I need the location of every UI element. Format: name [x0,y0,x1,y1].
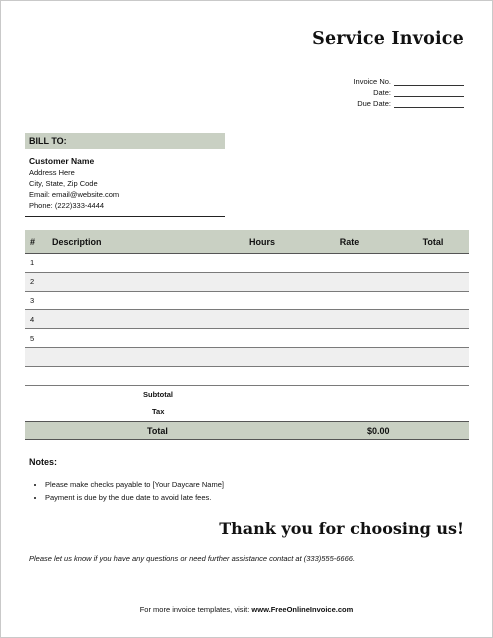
note-item: • Please make checks payable to [Your Daycare Name] [45,479,224,492]
total-cell [397,329,469,348]
col-header-rate: Rate [302,230,397,254]
row-number: 5 [25,329,52,348]
col-header-total: Total [397,230,469,254]
table-row [25,329,469,348]
description-cell[interactable] [52,347,222,366]
table-row [25,272,469,291]
notes-title: Notes: [29,457,58,467]
total-cell [397,310,469,329]
customer-phone: Phone: (222)333-4444 [29,201,105,210]
tax-label: Tax [152,407,165,416]
hours-cell[interactable] [222,291,302,310]
table-row [25,310,469,329]
total-value: $0.00 [367,426,390,436]
hours-cell[interactable] [222,310,302,329]
rate-cell[interactable] [302,310,397,329]
notes-list [31,479,224,504]
total-cell [397,347,469,366]
hours-cell[interactable] [222,254,302,273]
contact-note: Please let us know if you have any questions or need further assistance contact at (333)555-6666. [29,554,356,563]
description-cell[interactable] [52,310,222,329]
rate-cell[interactable] [302,272,397,291]
table-row [25,254,469,273]
due-date-row [357,97,464,108]
hours-cell[interactable] [222,366,302,385]
line-items-table [25,230,469,386]
table-header-row [25,230,469,254]
row-number: 3 [25,291,52,310]
table-row [25,366,469,385]
invoice-number-row [353,75,464,86]
row-number: 2 [25,272,52,291]
footer-prefix: For more invoice templates, visit: [139,605,252,614]
row-number: 4 [25,310,52,329]
description-cell[interactable] [52,366,222,385]
due-date-field[interactable] [394,99,464,108]
note-item: • Payment is due by the due date to avoid late fees. [45,492,224,505]
invoice-number-label: Invoice No. [353,77,391,86]
invoice-title: Service Invoice [312,29,464,49]
footer [1,605,492,614]
customer-email: Email: email@website.com [29,190,120,199]
total-cell [397,366,469,385]
description-cell[interactable] [52,291,222,310]
thank-you-message: Thank you for choosing us! [219,519,464,538]
footer-website-link[interactable]: www.FreeOnlineInvoice.com [251,605,354,614]
table-row [25,291,469,310]
rate-cell[interactable] [302,347,397,366]
row-number [25,347,52,366]
rate-cell[interactable] [302,254,397,273]
bill-to-divider [25,216,225,217]
rate-cell[interactable] [302,291,397,310]
total-cell [397,254,469,273]
description-cell[interactable] [52,254,222,273]
date-row [373,86,464,97]
subtotal-label: Subtotal [143,390,173,399]
customer-name: Customer Name [29,156,95,166]
due-date-label: Due Date: [357,99,391,108]
hours-cell[interactable] [222,329,302,348]
customer-address: Address Here [29,168,75,177]
col-header-description: Description [52,230,222,254]
table-row [25,347,469,366]
row-number [25,366,52,385]
date-field[interactable] [394,88,464,97]
total-label: Total [147,426,168,436]
description-cell[interactable] [52,329,222,348]
date-label: Date: [373,88,391,97]
total-cell [397,272,469,291]
col-header-number: # [25,230,52,254]
bill-to-details [29,155,119,211]
hours-cell[interactable] [222,272,302,291]
hours-cell[interactable] [222,347,302,366]
col-header-hours: Hours [222,230,302,254]
total-cell [397,291,469,310]
invoice-number-field[interactable] [394,77,464,86]
customer-city-state-zip: City, State, Zip Code [29,179,98,188]
total-row [25,421,469,440]
rate-cell[interactable] [302,366,397,385]
row-number: 1 [25,254,52,273]
description-cell[interactable] [52,272,222,291]
rate-cell[interactable] [302,329,397,348]
bill-to-header: BILL TO: [25,133,225,149]
